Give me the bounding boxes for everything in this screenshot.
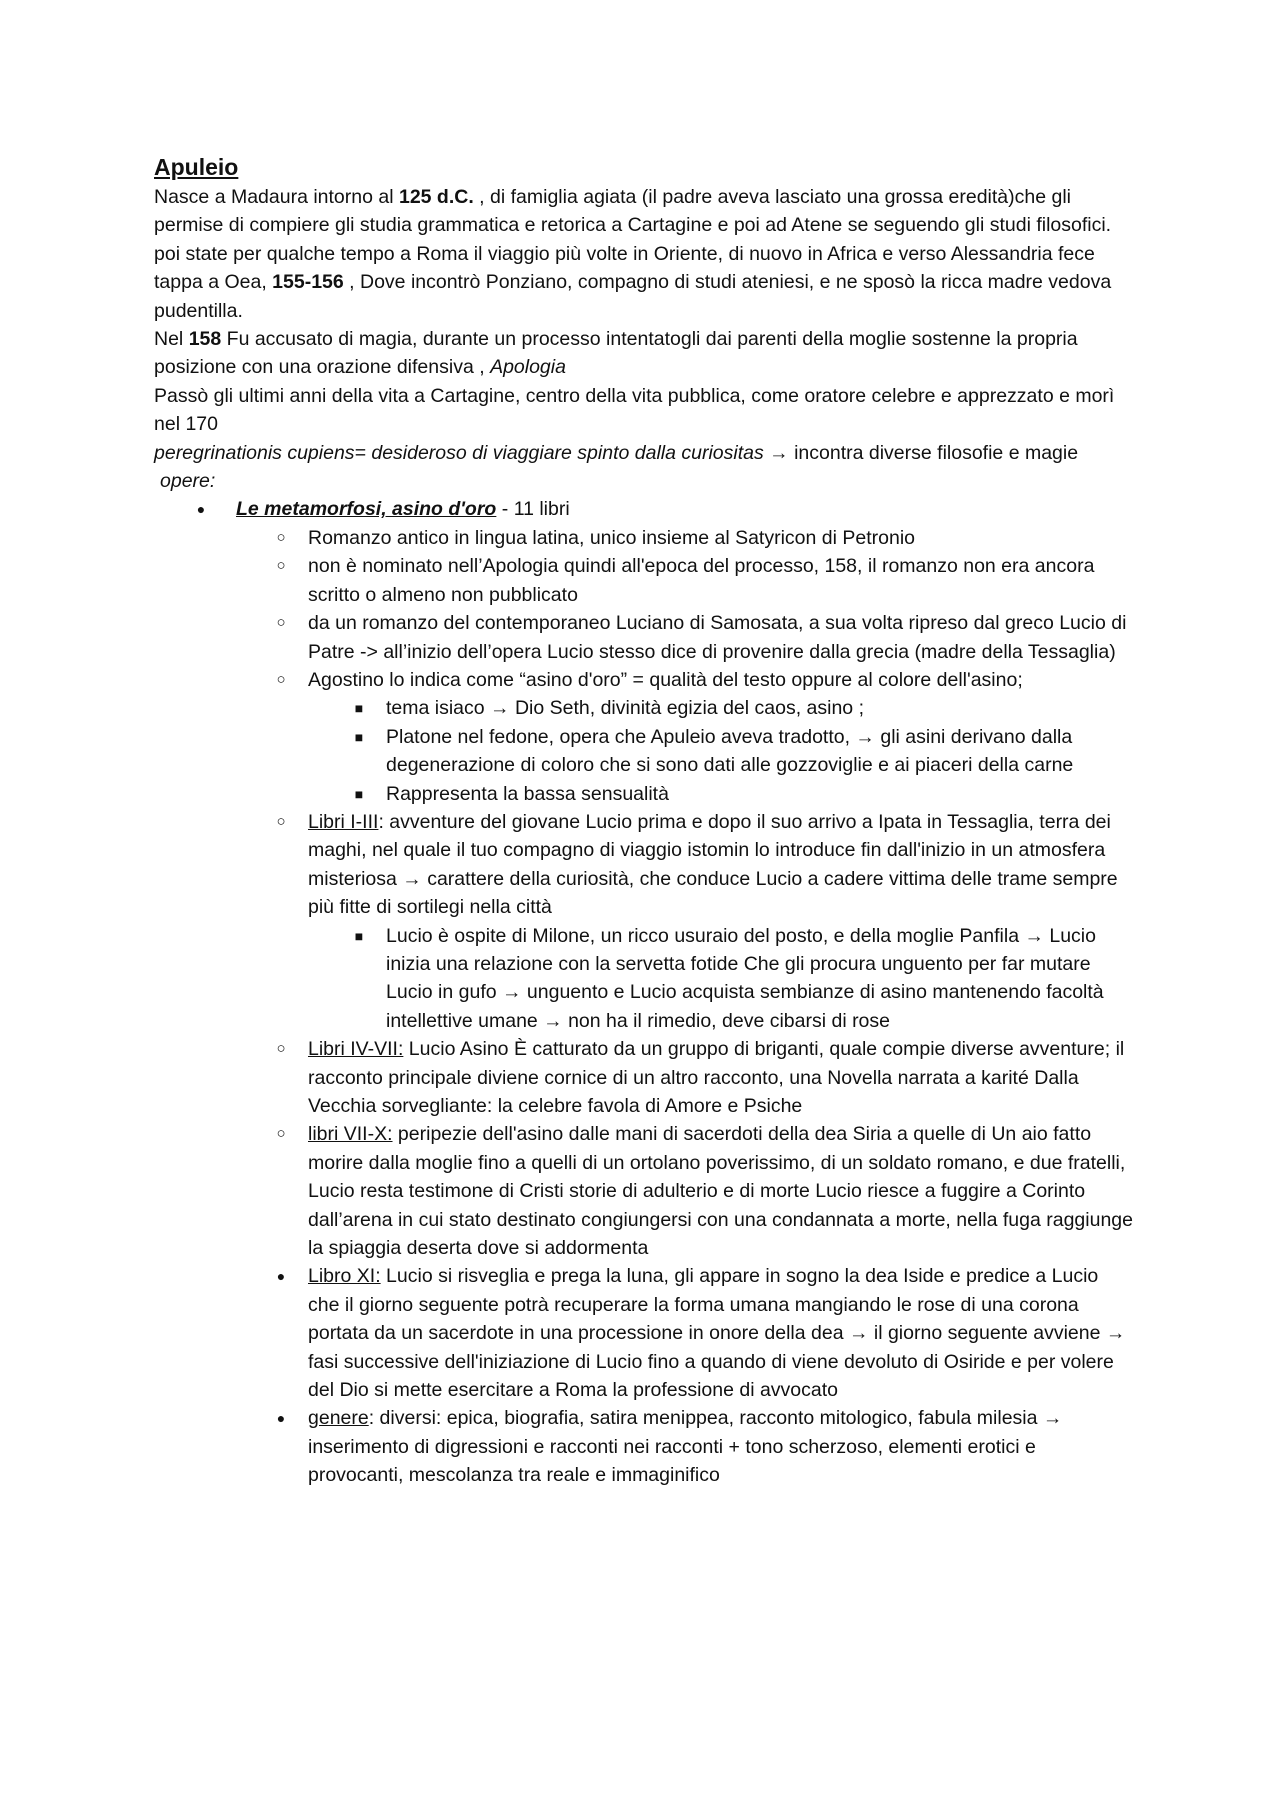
bullet-square-icon: ■	[354, 700, 364, 717]
ultimi-anni-paragraph: Passò gli ultimi anni della vita a Cartagine, centro della vita pubblica, come oratore celebre e apprezzato e morì nel 170	[154, 384, 1115, 436]
text-run: tema isiaco → Dio Seth, divinità egizia del caos, asino ;	[386, 697, 864, 720]
text-run: non è nominato nell’Apologia quindi all'epoca del processo, 158, il romanzo non era ancora scritto o almeno non pubblicato	[308, 555, 1095, 606]
date-oea: 155-156	[272, 271, 344, 294]
bullet-circle-icon: ○	[276, 812, 286, 830]
section-label: Libro XI:	[308, 1265, 381, 1288]
apologia-title: Apologia	[490, 356, 566, 379]
page-title: Apuleio	[154, 154, 239, 180]
text-run: , Dove incontrò Ponziano, compagno di studi ateniesi, e ne sposò la ricca madre vedova pudentilla.	[154, 271, 1112, 322]
text-run: Platone nel fedone, opera che Apuleio aveva tradotto, → gli asini derivano dalla degenerazione di coloro che si sono dati alle gozzoviglie e ai piaceri della carne	[386, 725, 1074, 777]
sub-list-item	[154, 723, 1134, 780]
bullet-circle-icon: ○	[276, 557, 286, 575]
text-run: Rappresenta la bassa sensualità	[386, 782, 669, 805]
list-item-libri-7-10	[154, 1120, 1134, 1262]
list-item-genere	[154, 1404, 1134, 1489]
text-run: : diversi: epica, biografia, satira menippea, racconto mitologico, fabula milesia → inserimento di digressioni e racconti nei racconti + tono scherzoso, elementi erotici e provocanti, mescolanza tra reale e immaginifico	[308, 1407, 1063, 1487]
bullet-circle-icon: ○	[276, 528, 286, 546]
list-item-metamorfosi	[154, 495, 1134, 523]
bullet-circle-icon: ○	[276, 670, 286, 688]
text-run: Fu accusato di magia, durante un processo intentatogli dai parenti della moglie sostenne la propria posizione con una orazione difensiva ,	[154, 328, 1078, 379]
text-run: Lucio Asino È catturato da un gruppo di briganti, quale compie diverse avventure; il racconto principale diviene cornice di un altro racconto, una Novella narrata a karité Dalla Vecchia sorvegliante: la celebre favola di Amore e Psiche	[308, 1038, 1125, 1117]
text-run: da un romanzo del contemporaneo Luciano di Samosata, a sua volta ripreso dal greco Lucio di Patre -> all’inizio dell’opera Lucio stesso dice di provenire dalla grecia (madre della Tessaglia)	[308, 612, 1127, 663]
document-page	[154, 152, 1134, 1490]
latin-phrase: peregrinationis cupiens= desideroso di viaggiare spinto dalla curiositas	[154, 441, 764, 464]
date-accusa: 158	[188, 328, 222, 351]
text-run: Nel	[154, 328, 189, 351]
intro-paragraph	[154, 183, 1134, 325]
bullet-square-icon: ■	[354, 785, 364, 802]
sub-list-item	[154, 694, 1134, 722]
bullet-circle-icon: ○	[276, 1125, 286, 1143]
text-run: → incontra diverse filosofie e magie	[763, 441, 1079, 464]
date-birth: 125 d.C.	[398, 186, 474, 208]
list-item-libri-4-7	[154, 1035, 1134, 1120]
list-item	[154, 552, 1134, 609]
bullet-square-icon: ■	[354, 728, 364, 745]
text-run: Lucio è ospite di Milone, un ricco usuraio del posto, e della moglie Panfila → Lucio inizia una relazione con la servetta fotide Che gli procura unguento per far mutare Lucio in gufo → unguento e Lucio acquista sembianze di asino mantenendo facoltà intellettive umane → non ha il rimedio, deve cibarsi di rose	[386, 924, 1104, 1032]
section-label: Libri I-III	[308, 810, 379, 833]
works-list	[154, 495, 1134, 1489]
text-run: , di famiglia agiata (il padre aveva lasciato una grossa eredità)che gli permise di compiere gli studia grammatica e retorica a Cartagine e poi ad Atene se seguendo gli studi filosofici. poi state per qualche tempo a Roma il viaggio più volte in Oriente, di nuovo in Africa e verso Alessandria fece tappa a Oea,	[154, 186, 1112, 294]
sub-list-item	[154, 922, 1134, 1036]
text-run: peripezie dell'asino dalle mani di sacerdoti della dea Siria a quelle di Un aio fatto morire dalla moglie fino a quelli di un ortolano poverissimo, di un soldato romano, e due fratelli, Lucio resta testimone di Cristi storie di adulterio e di morte Lucio riesce a fuggire a Corinto dall’arena in cui stato destinato congiungersi con una condannata a morte, nella fuga raggiunge la spiaggia deserta dove si addormenta	[308, 1123, 1133, 1260]
section-label: libri VII-X:	[308, 1123, 393, 1146]
text-run: Romanzo antico in lingua latina, unico insieme al Satyricon di Petronio	[308, 526, 916, 549]
bullet-circle-icon: ○	[276, 614, 286, 632]
list-item	[154, 524, 1134, 552]
opere-label: opere:	[160, 470, 216, 493]
bullet-disc-icon: ●	[276, 1410, 286, 1427]
bullet-disc-icon: ●	[276, 1268, 286, 1285]
section-label: Libri IV-VII:	[308, 1038, 404, 1061]
list-item	[154, 666, 1134, 694]
text-run: Agostino lo indica come “asino d'oro” = qualità del testo oppure al colore dell'asino;	[308, 668, 1023, 691]
text-run: Nasce a Madaura intorno al	[154, 186, 399, 208]
peregrinationis-paragraph	[154, 439, 1134, 467]
sub-list-item	[154, 780, 1134, 808]
work-title: Le metamorfosi, asino d'oro	[236, 498, 497, 521]
list-item-libri-1-3	[154, 808, 1134, 922]
text-run: - 11 libri	[496, 498, 570, 521]
text-run: Lucio si risveglia e prega la luna, gli appare in sogno la dea Iside e predice a Lucio che il giorno seguente potrà recuperare la forma umana mangiando le rose di una corona portata da un sacerdote in una processione in onore della dea → il giorno seguente avviene → fasi successive dell'iniziazione di Lucio fino a quando di viene devoluto di Osiride e per volere del Dio si mette esercitare a Roma la professione di avvocato	[308, 1265, 1126, 1402]
bullet-circle-icon: ○	[276, 1040, 286, 1058]
bullet-square-icon: ■	[354, 927, 364, 944]
list-item-libro-11	[154, 1262, 1134, 1404]
section-label: genere	[308, 1407, 369, 1430]
accusa-paragraph	[154, 325, 1134, 382]
text-run: : avventure del giovane Lucio prima e dopo il suo arrivo a Ipata in Tessaglia, terra dei maghi, nel quale il tuo compagno di viaggio istomin lo introduce fin dall'inizio in un atmosfera misteriosa → carattere della curiosità, che conduce Lucio a cadere vittima delle trame sempre più fitte di sortilegi nella città	[308, 810, 1118, 919]
bullet-disc-icon: ●	[196, 501, 206, 518]
list-item	[154, 609, 1134, 666]
